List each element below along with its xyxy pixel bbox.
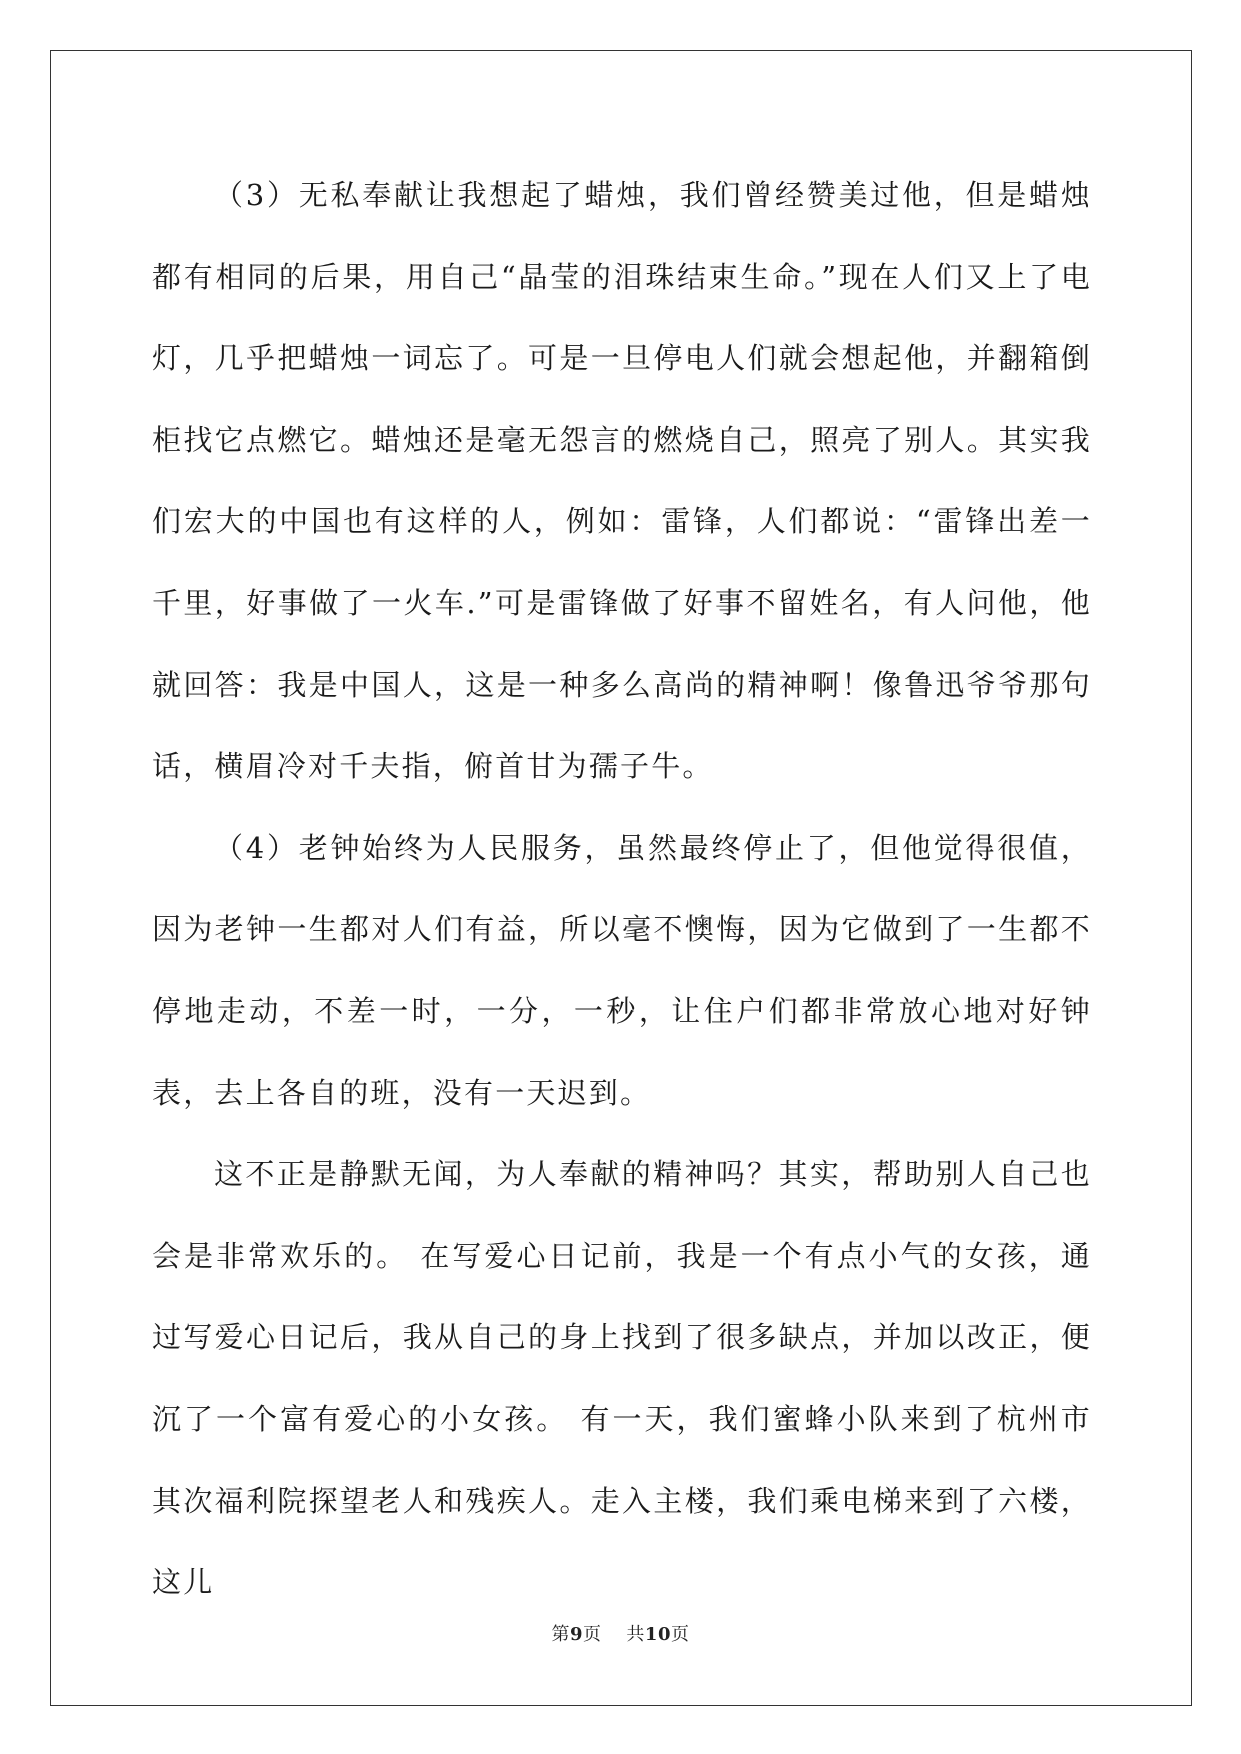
page-number: 9 xyxy=(570,1624,584,1645)
total-pages: 10 xyxy=(644,1624,671,1645)
paragraph-1: （3）无私奉献让我想起了蜡烛，我们曾经赞美过他，但是蜡烛都有相同的后果，用自己“晶莹的泪珠结束生命。”现在人们又上了电灯，几乎把蜡烛一词忘了。可是一旦停电人们就会想起他，并翻箱倒柜找它点燃它。蜡烛还是毫无怨言的燃烧自己，照亮了别人。其实我们宏大的中国也有这样的人，例如：雷锋，人们都说：“雷锋出差一千里，好事做了一火车.”可是雷锋做了好事不留姓名，有人问他，他就回答：我是中国人，这是一种多么高尚的精神啊！像鲁迅爷爷那句话，横眉冷对千夫指，俯首甘为孺子牛。 xyxy=(152,178,1092,784)
paragraph-2: （4）老钟始终为人民服务，虽然最终停止了，但他觉得很值，因为老钟一生都对人们有益，所以毫不懊悔，因为它做到了一生都不停地走动，不差一时，一分，一秒，让住户们都非常放心地对好钟表，去上各自的班，没有一天迟到。 xyxy=(152,830,1092,1110)
document-body xyxy=(152,155,1092,1624)
total-suffix: 页 xyxy=(670,1624,690,1645)
paragraph-3: 这不正是静默无闻，为人奉献的精神吗？其实，帮助别人自己也会是非常欢乐的。 在写爱心日记前，我是一个有点小气的女孩，通过写爱心日记后，我从自己的身上找到了很多缺点，并加以改正，便沉了一个富有爱心的小女孩。 有一天，我们蜜蜂小队来到了杭州市其次福利院探望老人和残疾人。走入主楼，我们乘电梯来到了六楼，这儿 xyxy=(152,1157,1092,1600)
page-prefix: 第 xyxy=(551,1624,570,1645)
page-footer xyxy=(0,1620,1241,1646)
total-prefix: 共 xyxy=(626,1624,645,1645)
page-suffix: 页 xyxy=(583,1624,602,1645)
